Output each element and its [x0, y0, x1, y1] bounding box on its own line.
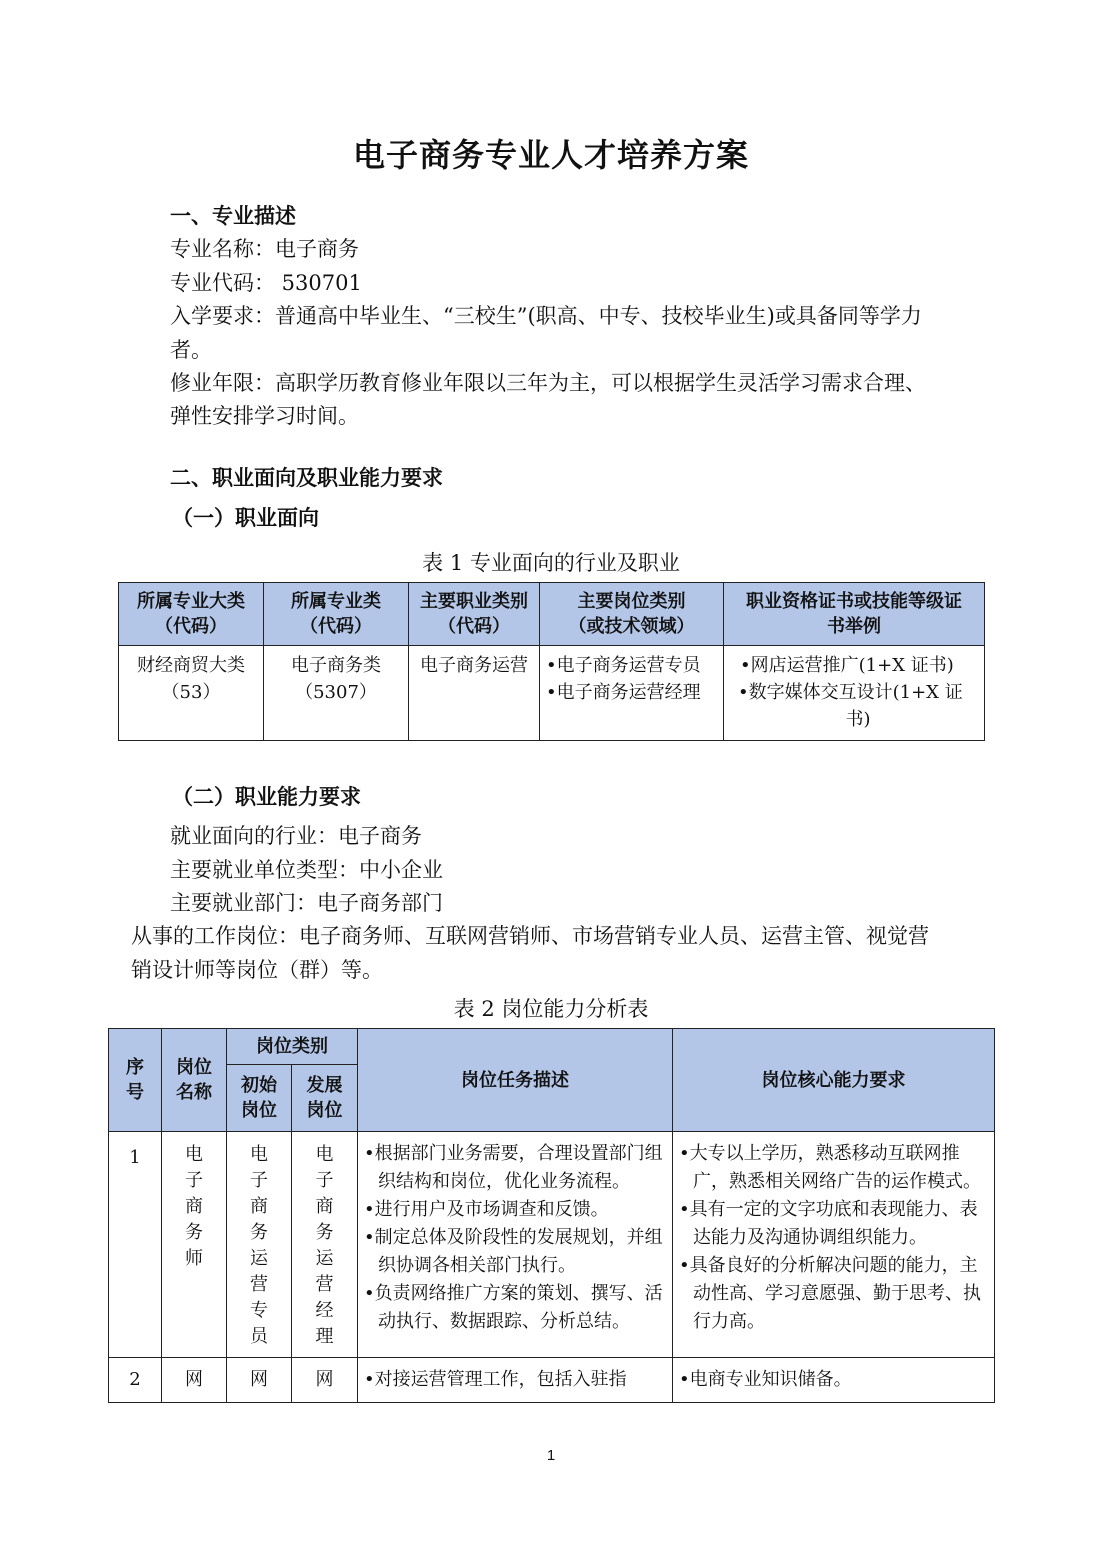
- table2-header-develop: 发展 岗位: [292, 1065, 358, 1132]
- department-line: 主要就业部门：电子商务部门: [170, 891, 443, 915]
- table2-header-category: 岗位类别: [227, 1029, 358, 1065]
- position-ability-table: [108, 1028, 995, 1403]
- table1-header-cell: 主要岗位类别 （或技术领域）: [540, 583, 724, 646]
- table2-cell-seq: 2: [109, 1358, 162, 1403]
- table2-caption: 表 2 岗位能力分析表: [453, 997, 649, 1021]
- table1-header-cell: 所属专业大类 （代码）: [119, 583, 264, 646]
- table2-cell-initial: 网: [227, 1358, 292, 1403]
- table2-cell-name: 网: [162, 1358, 227, 1403]
- table2-cell-core: •电商专业知识储备。: [673, 1358, 995, 1403]
- table1-cell: 电子商务类 （5307）: [264, 646, 409, 741]
- table2-header-name: 岗位 名称: [162, 1029, 227, 1132]
- table2-cell-tasks: •对接运营管理工作，包括入驻指: [358, 1358, 673, 1403]
- subsection-heading-1: （一）职业面向: [172, 505, 319, 530]
- table2-cell-initial: 电 子 商 务 运 营 专 员: [227, 1132, 292, 1358]
- table2-header-core: 岗位核心能力要求: [673, 1029, 995, 1132]
- table2-cell-name: 电 子 商 务 师: [162, 1132, 227, 1358]
- page-number: 1: [546, 1447, 556, 1464]
- table1-header-cell: 职业资格证书或技能等级证 书举例: [724, 583, 985, 646]
- table1-header-cell: 所属专业类 （代码）: [264, 583, 409, 646]
- table-row: [109, 1358, 995, 1403]
- career-table: [118, 582, 985, 741]
- section-heading-1: 一、专业描述: [170, 203, 296, 228]
- study-duration-line2: 弹性安排学习时间。: [170, 404, 359, 428]
- unit-type-line: 主要就业单位类型：中小企业: [170, 858, 443, 882]
- section-heading-2: 二、职业面向及职业能力要求: [170, 465, 443, 490]
- table2-header-task: 岗位任务描述: [358, 1029, 673, 1132]
- table2-cell-seq: 1: [109, 1132, 162, 1358]
- table2-header-seq: 序 号: [109, 1029, 162, 1132]
- positions-line1: 从事的工作岗位：电子商务师、互联网营销师、市场营销专业人员、运营主管、视觉营: [131, 924, 929, 948]
- table1-cell: 电子商务运营: [409, 646, 540, 741]
- table1-cell: •电子商务运营专员 •电子商务运营经理: [540, 646, 724, 741]
- major-code: 专业代码： 530701: [170, 271, 362, 295]
- subsection-heading-2: （二）职业能力要求: [172, 784, 361, 809]
- table2-cell-core: •大专以上学历，熟悉移动互联网推广，熟悉相关网络广告的运作模式。 •具有一定的文字功底和表现能力、表达能力及沟通协调组织能力。 •具备良好的分析解决问题的能力，主动性高、学习意愿强、勤于思考、执行力高。: [673, 1132, 995, 1358]
- table2-cell-develop: 网: [292, 1358, 358, 1403]
- table2-header-initial: 初始 岗位: [227, 1065, 292, 1132]
- table1-header-cell: 主要职业类别 （代码）: [409, 583, 540, 646]
- table2-cell-develop: 电 子 商 务 运 营 经 理: [292, 1132, 358, 1358]
- study-duration-line1: 修业年限：高职学历教育修业年限以三年为主，可以根据学生灵活学习需求合理、: [170, 371, 926, 395]
- industry-line: 就业面向的行业：电子商务: [170, 824, 422, 848]
- table1-cell: 财经商贸大类 （53）: [119, 646, 264, 741]
- positions-line2: 销设计师等岗位（群）等。: [131, 958, 383, 982]
- page-title: 电子商务专业人才培养方案: [352, 136, 749, 174]
- table1-cell: •网店运营推广(1+X 证书) •数字媒体交互设计(1+X 证 书): [724, 646, 985, 741]
- table-row: [109, 1132, 995, 1358]
- admission-req-line1: 入学要求：普通高中毕业生、“三校生”(职高、中专、技校毕业生)或具备同等学力: [170, 304, 922, 328]
- admission-req-line2: 者。: [170, 338, 212, 362]
- major-name: 专业名称：电子商务: [170, 237, 359, 261]
- table2-cell-tasks: •根据部门业务需要，合理设置部门组织结构和岗位，优化业务流程。 •进行用户及市场调查和反馈。 •制定总体及阶段性的发展规划，并组织协调各相关部门执行。 •负责网络推广方案的策划、撰写、活动执行、数据跟踪、分析总结。: [358, 1132, 673, 1358]
- table1-caption: 表 1 专业面向的行业及职业: [422, 551, 680, 575]
